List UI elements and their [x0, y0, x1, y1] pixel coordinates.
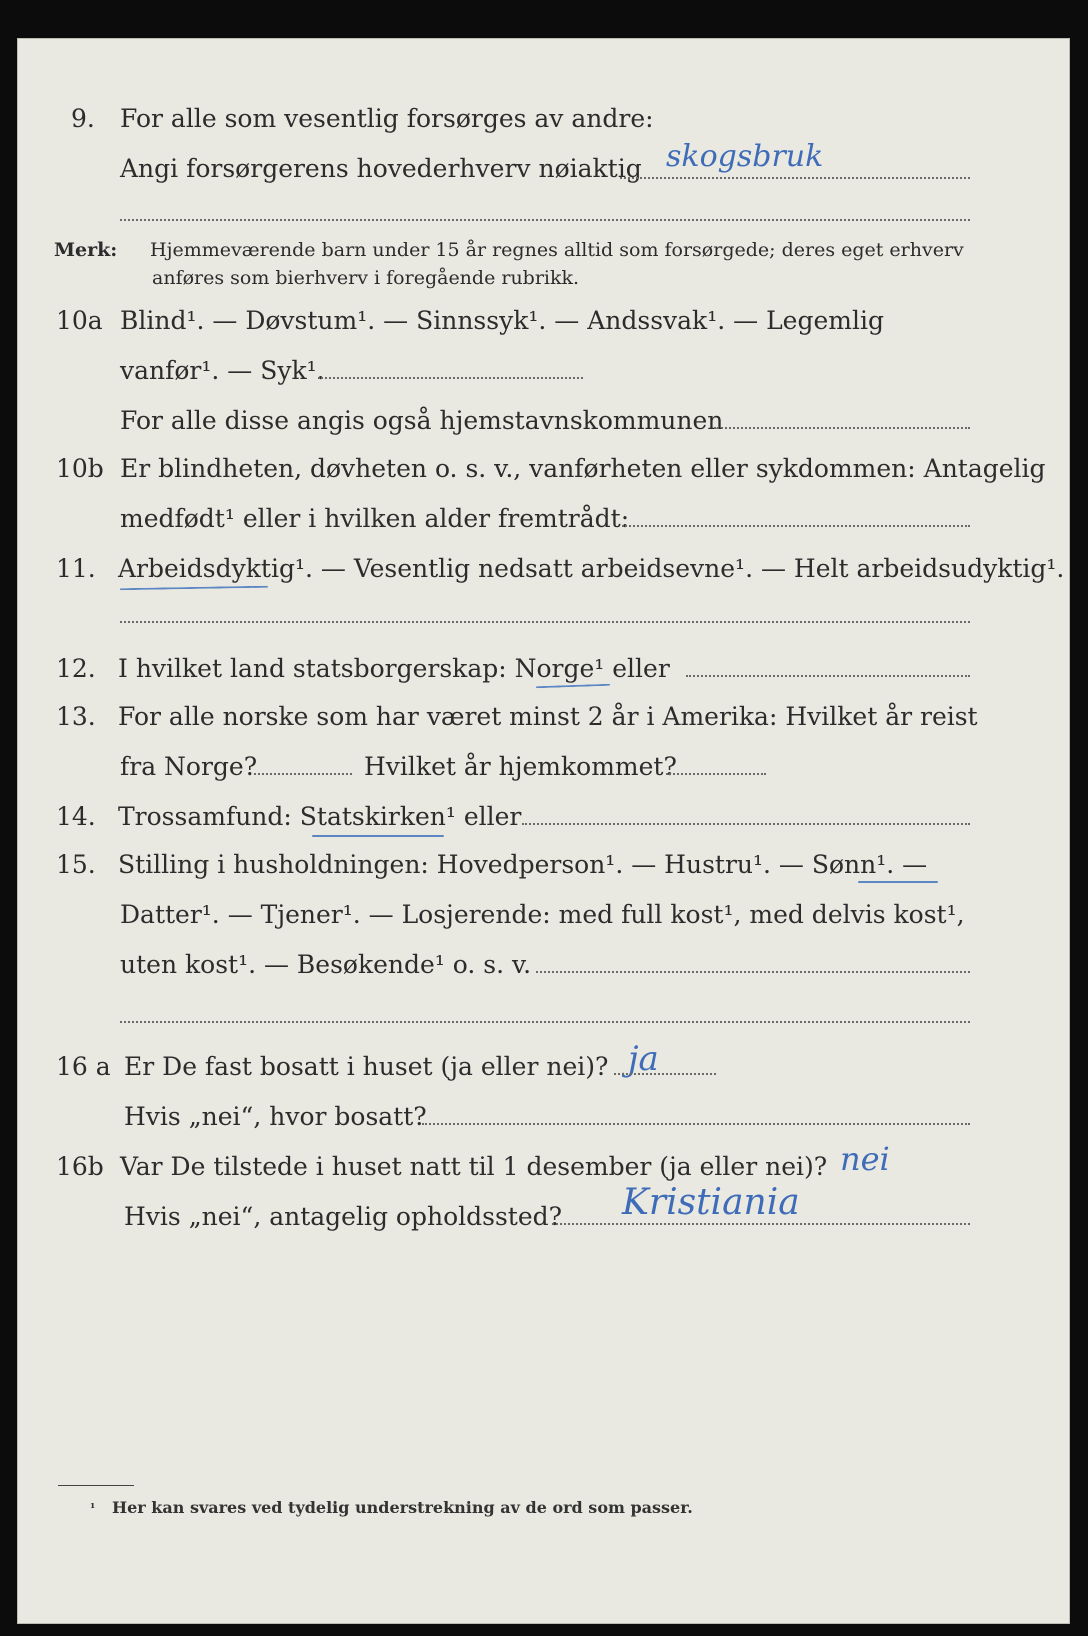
q16b-opholdssted-line — [552, 1223, 970, 1225]
q10a-text-2: vanfør¹. — Syk¹. — [120, 356, 325, 385]
q10a-text-1: Blind¹. — Døvstum¹. — Sinnssyk¹. — Andssvak¹. — Legemlig — [120, 306, 884, 335]
q10b-text-1: Er blindheten, døvheten o. s. v., vanførheten eller sykdommen: Antagelig — [120, 454, 1046, 483]
q16a-number: 16 a — [56, 1052, 111, 1081]
q15-text-2: Datter¹. — Tjener¹. — Losjerende: med full kost¹, med delvis kost¹, — [120, 900, 965, 929]
q14-number: 14. — [56, 802, 96, 831]
q16b-answer-1: nei — [840, 1140, 890, 1178]
q15-underline-sonn — [858, 881, 938, 883]
q12-number: 12. — [56, 654, 96, 683]
footnote-text: Her kan svares ved tydelig understrekning av de ord som passer. — [112, 1498, 693, 1517]
footnote-marker: ¹ — [90, 1501, 96, 1515]
q13-text-1: For alle norske som har været minst 2 år i Amerika: Hvilket år reist — [118, 702, 978, 731]
q10b-text-2: medfødt¹ eller i hvilken alder fremtrådt: — [120, 504, 630, 533]
q16a-text-2: Hvis „nei“, hvor bosatt? — [124, 1102, 427, 1131]
q15-text-3: uten kost¹. — Besøkende¹ o. s. v. — [120, 950, 532, 979]
q15-extra-line — [120, 1021, 970, 1023]
q13-number: 13. — [56, 702, 96, 731]
q11-number: 11. — [56, 554, 96, 583]
q15-answer-line — [536, 971, 970, 973]
q10a-kommune-line — [714, 427, 970, 429]
q14-underline-statskirken — [312, 835, 444, 837]
q13-reist-line — [254, 773, 352, 775]
q16b-text-2: Hvis „nei“, antagelig opholdssted? — [124, 1202, 563, 1231]
q15-text-1: Stilling i husholdningen: Hovedperson¹. — Hustru¹. — Sønn¹. — — [118, 850, 928, 879]
q10a-text-3: For alle disse angis også hjemstavnskommunen — [120, 406, 724, 435]
q14-answer-line — [522, 823, 970, 825]
merk-text-2: anføres som bierhverv i foregående rubrikk. — [152, 267, 580, 289]
q9-number: 9. — [71, 104, 95, 133]
q16b-number: 16b — [56, 1152, 104, 1181]
q12-answer-line — [686, 675, 970, 677]
q16a-answer-line — [614, 1073, 716, 1075]
q10b-number: 10b — [56, 454, 104, 483]
q9-text-2: Angi forsørgerens hovederhverv nøiaktig — [120, 154, 642, 183]
q9-answer-line — [620, 177, 970, 179]
q14-text-1: Trossamfund: Statskirken¹ eller — [118, 802, 522, 831]
q16a-text-1: Er De fast bosatt i huset (ja eller nei)? — [124, 1052, 609, 1081]
q13-hjemkommet-line — [666, 773, 766, 775]
q16b-text-1: Var De tilstede i huset natt til 1 desember (ja eller nei)? — [120, 1152, 828, 1181]
q13-text-2b: Hvilket år hjemkommet? — [364, 752, 677, 781]
q11-text-1: Arbeidsdyktig¹. — Vesentlig nedsatt arbeidsevne¹. — Helt arbeidsudyktig¹. — [118, 554, 1065, 583]
q9-text-1: For alle som vesentlig forsørges av andre: — [120, 104, 654, 133]
footnote-rule — [58, 1485, 134, 1486]
q10a-number: 10a — [56, 306, 103, 335]
q10a-syk-line — [318, 377, 583, 379]
merk-text-1: Hjemmeværende barn under 15 år regnes alltid som forsørgede; deres eget erhverv — [150, 239, 964, 261]
q16b-answer-2: Kristiania — [622, 1182, 800, 1223]
q11-extra-line — [120, 621, 970, 623]
q13-text-2a: fra Norge? — [120, 752, 258, 781]
q9-answer: skogsbruk — [666, 139, 824, 174]
q10b-answer-line — [622, 525, 970, 527]
q12-text-1: I hvilket land statsborgerskap: Norge¹ eller — [118, 654, 670, 683]
q11-underline-arbeidsdyktig — [120, 586, 268, 591]
q9-extra-line — [120, 219, 970, 221]
census-form-page — [17, 38, 1070, 1624]
q16a-bosatt-line — [422, 1123, 970, 1125]
q16a-answer: ja — [628, 1039, 659, 1079]
merk-label: Merk: — [54, 239, 118, 261]
q15-number: 15. — [56, 850, 96, 879]
